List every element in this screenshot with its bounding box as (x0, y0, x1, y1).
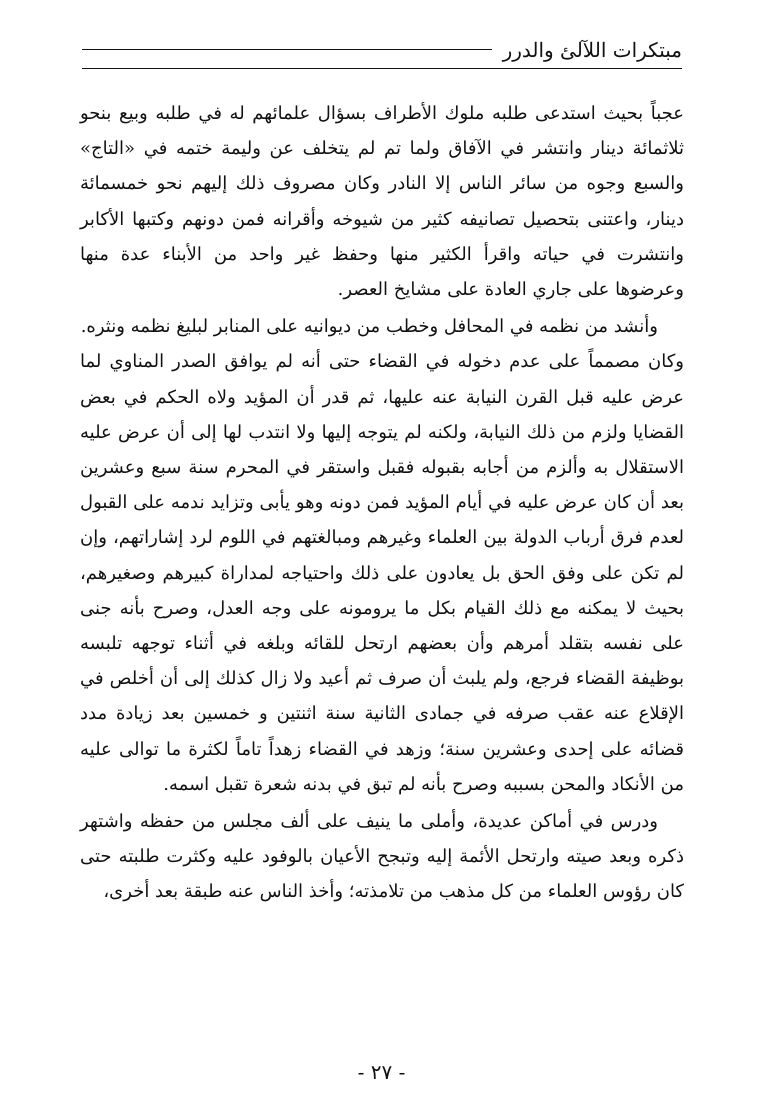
header-underline (82, 68, 682, 69)
paragraph: عجباً بحيث استدعى طلبه ملوك الأطراف بسؤال علمائهم له في طلبه وبيع بنحو ثلاثمائة دينار وانتشر في الآفاق ولما تم لم يتخلف عن وليمة ختمه في «التاج» والسبع وجوه من سائر الناس إلا النادر وكان مصروف ذلك إليهم نحو خمسمائة دينار، واعتنى بتحصيل تصانيفه كثير من شيوخه وأقرانه فمن دونهم وكتبها الأكابر وانتشرت في حياته واقرأ الكثير منها وحفظ غير واحد من الأبناء عدة منها وعرضوها على جاري العادة على مشايخ العصر. (80, 103, 684, 301)
paragraph: ودرس في أماكن عديدة، وأملى ما ينيف على ألف مجلس من حفظه واشتهر ذكره وبعد صيته وارتحل الأئمة إليه وتبجح الأعيان بالوفود عليه وكثرت طلبته حتى كان رؤوس العلماء من كل مذهب من تلامذته؛ وأخذ الناس عنه طبقة بعد أخرى، (80, 811, 684, 903)
paragraph: وكان مصمماً على عدم دخوله في القضاء حتى أنه لم يوافق الصدر المناوي لما عرض عليه قبل القرن النيابة عنه عليها، ثم قدر أن المؤيد ولاه الحكم في بعض القضايا ولزم من ذلك النيابة، ولكنه لم يتوجه إليها ولا انتدب لها إلى أن عرض عليه الاستقلال به وألزم من أجابه بقبوله فقبل واستقر في المحرم سنة سبع وعشرين بعد أن كان عرض عليه في أيام المؤيد فمن دونه وهو يأبى وتزايد ندمه على القبول لعدم فرق أرباب الدولة بين العلماء وغيرهم ومبالغتهم في اللوم لرد إشاراتهم، وإن لم تكن على وفق الحق بل يعادون على ذلك واحتياجه لمداراة كبيرهم وصغيرهم، بحيث لا يمكنه مع ذلك القيام بكل ما يرومونه على وجه العدل، وصرح بأنه جنى على نفسه بتقلد أمرهم وأن بعضهم ارتحل للقائه وبلغه في أثناء توجهه تلبسه بوظيفة القضاء فرجع، ولم يلبث أن صرف ثم أعيد ولا زال كذلك إلى أن أخلص في الإقلاع عنه عقب صرفه في جمادى الثانية سنة اثنتين و خمسين بعد زيادة مدد قضائه على إحدى وعشرين سنة؛ وزهد في القضاء زهداً تاماً لكثرة ما توالى عليه من الأنكاد والمحن بسببه وصرح بأنه لم تبق في بدنه شعرة تقبل اسمه. (80, 351, 685, 795)
running-header (82, 34, 682, 66)
paragraph: وأنشد من نظمه في المحافل وخطب من ديوانيه على المنابر لبليغ نظمه ونثره. (80, 316, 658, 338)
page-body (80, 96, 684, 910)
page-number: - ٢٧ - (357, 1060, 406, 1084)
header-rule (82, 49, 492, 50)
running-header-title: مبتكرات اللآلئ والدرر (502, 38, 682, 62)
